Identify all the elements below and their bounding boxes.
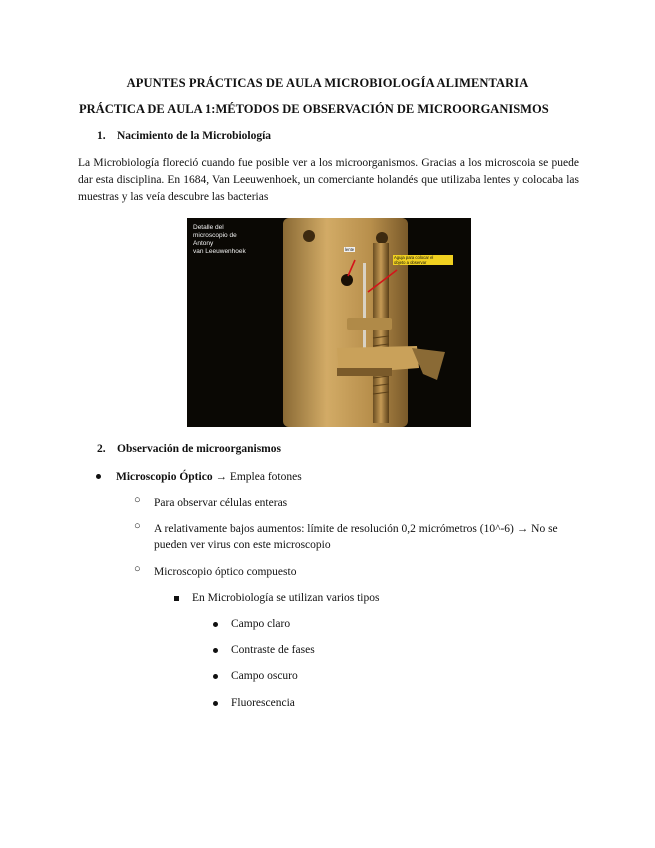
- section-2-number: 2.: [97, 443, 106, 455]
- lens-hole: [341, 274, 353, 286]
- figure-caption: Detalle del microscopio de Antony van Leeuwenhoek: [193, 224, 246, 255]
- section-2-text: Observación de microorganismos: [117, 443, 281, 455]
- circle-bullet-icon: ○: [134, 563, 141, 575]
- section-1-number: 1.: [97, 130, 106, 142]
- bullet-icon: [96, 474, 101, 479]
- type-item: Contraste de fases: [231, 644, 315, 656]
- list-item-optical-microscope: [116, 469, 302, 485]
- list-item-bold: Microscopio Óptico: [116, 471, 213, 483]
- needle: [363, 263, 366, 358]
- bullet-icon: [213, 701, 218, 706]
- sub-item-cells: Para observar células enteras: [154, 497, 288, 509]
- bullet-icon: [213, 648, 218, 653]
- circle-bullet-icon: ○: [134, 494, 141, 506]
- sub-item-compound: Microscopio óptico compuesto: [154, 566, 297, 578]
- type-item: Fluorescencia: [231, 697, 295, 709]
- circle-bullet-icon: ○: [134, 520, 141, 532]
- bullet-icon: [213, 622, 218, 627]
- section-2-heading: [97, 443, 281, 455]
- type-item: Campo claro: [231, 618, 291, 630]
- bullet-icon: [213, 674, 218, 679]
- adjust-screw: [373, 243, 389, 423]
- type-item: Campo oscuro: [231, 670, 298, 682]
- document-title: APUNTES PRÁCTICAS DE AULA MICROBIOLOGÍA ALIMENTARIA: [126, 76, 529, 90]
- sub-sub-item-types: En Microbiología se utilizan varios tipos: [192, 592, 380, 604]
- section-1-heading: [97, 130, 271, 142]
- list-item-rest: → Emplea fotones: [212, 471, 302, 483]
- lens-label: lente: [345, 247, 355, 252]
- sub-item-resolution: A relativamente bajos aumentos: límite de resolución 0,2 micrómetros (10^-6) → No se pueden ver virus con este microscopio: [154, 523, 558, 551]
- leeuwenhoek-microscope-figure: [187, 218, 471, 427]
- square-bullet-icon: [174, 596, 179, 601]
- needle-label: Aguja para colocar el objeto a observar: [393, 255, 453, 265]
- practice-title: PRÁCTICA DE AULA 1:MÉTODOS DE OBSERVACIÓN DE MICROORGANISMOS: [79, 102, 549, 116]
- section-1-text: Nacimiento de la Microbiología: [117, 130, 272, 142]
- intro-paragraph: La Microbiología floreció cuando fue posible ver a los microorganismos. Gracias a los microscoia se puede dar esta disciplina. En 1684, Van Leeuwenhoek, un comerciante holandés que utilizaba lentes y colocaba las muestras y las veía descubre las bacterias: [78, 157, 579, 203]
